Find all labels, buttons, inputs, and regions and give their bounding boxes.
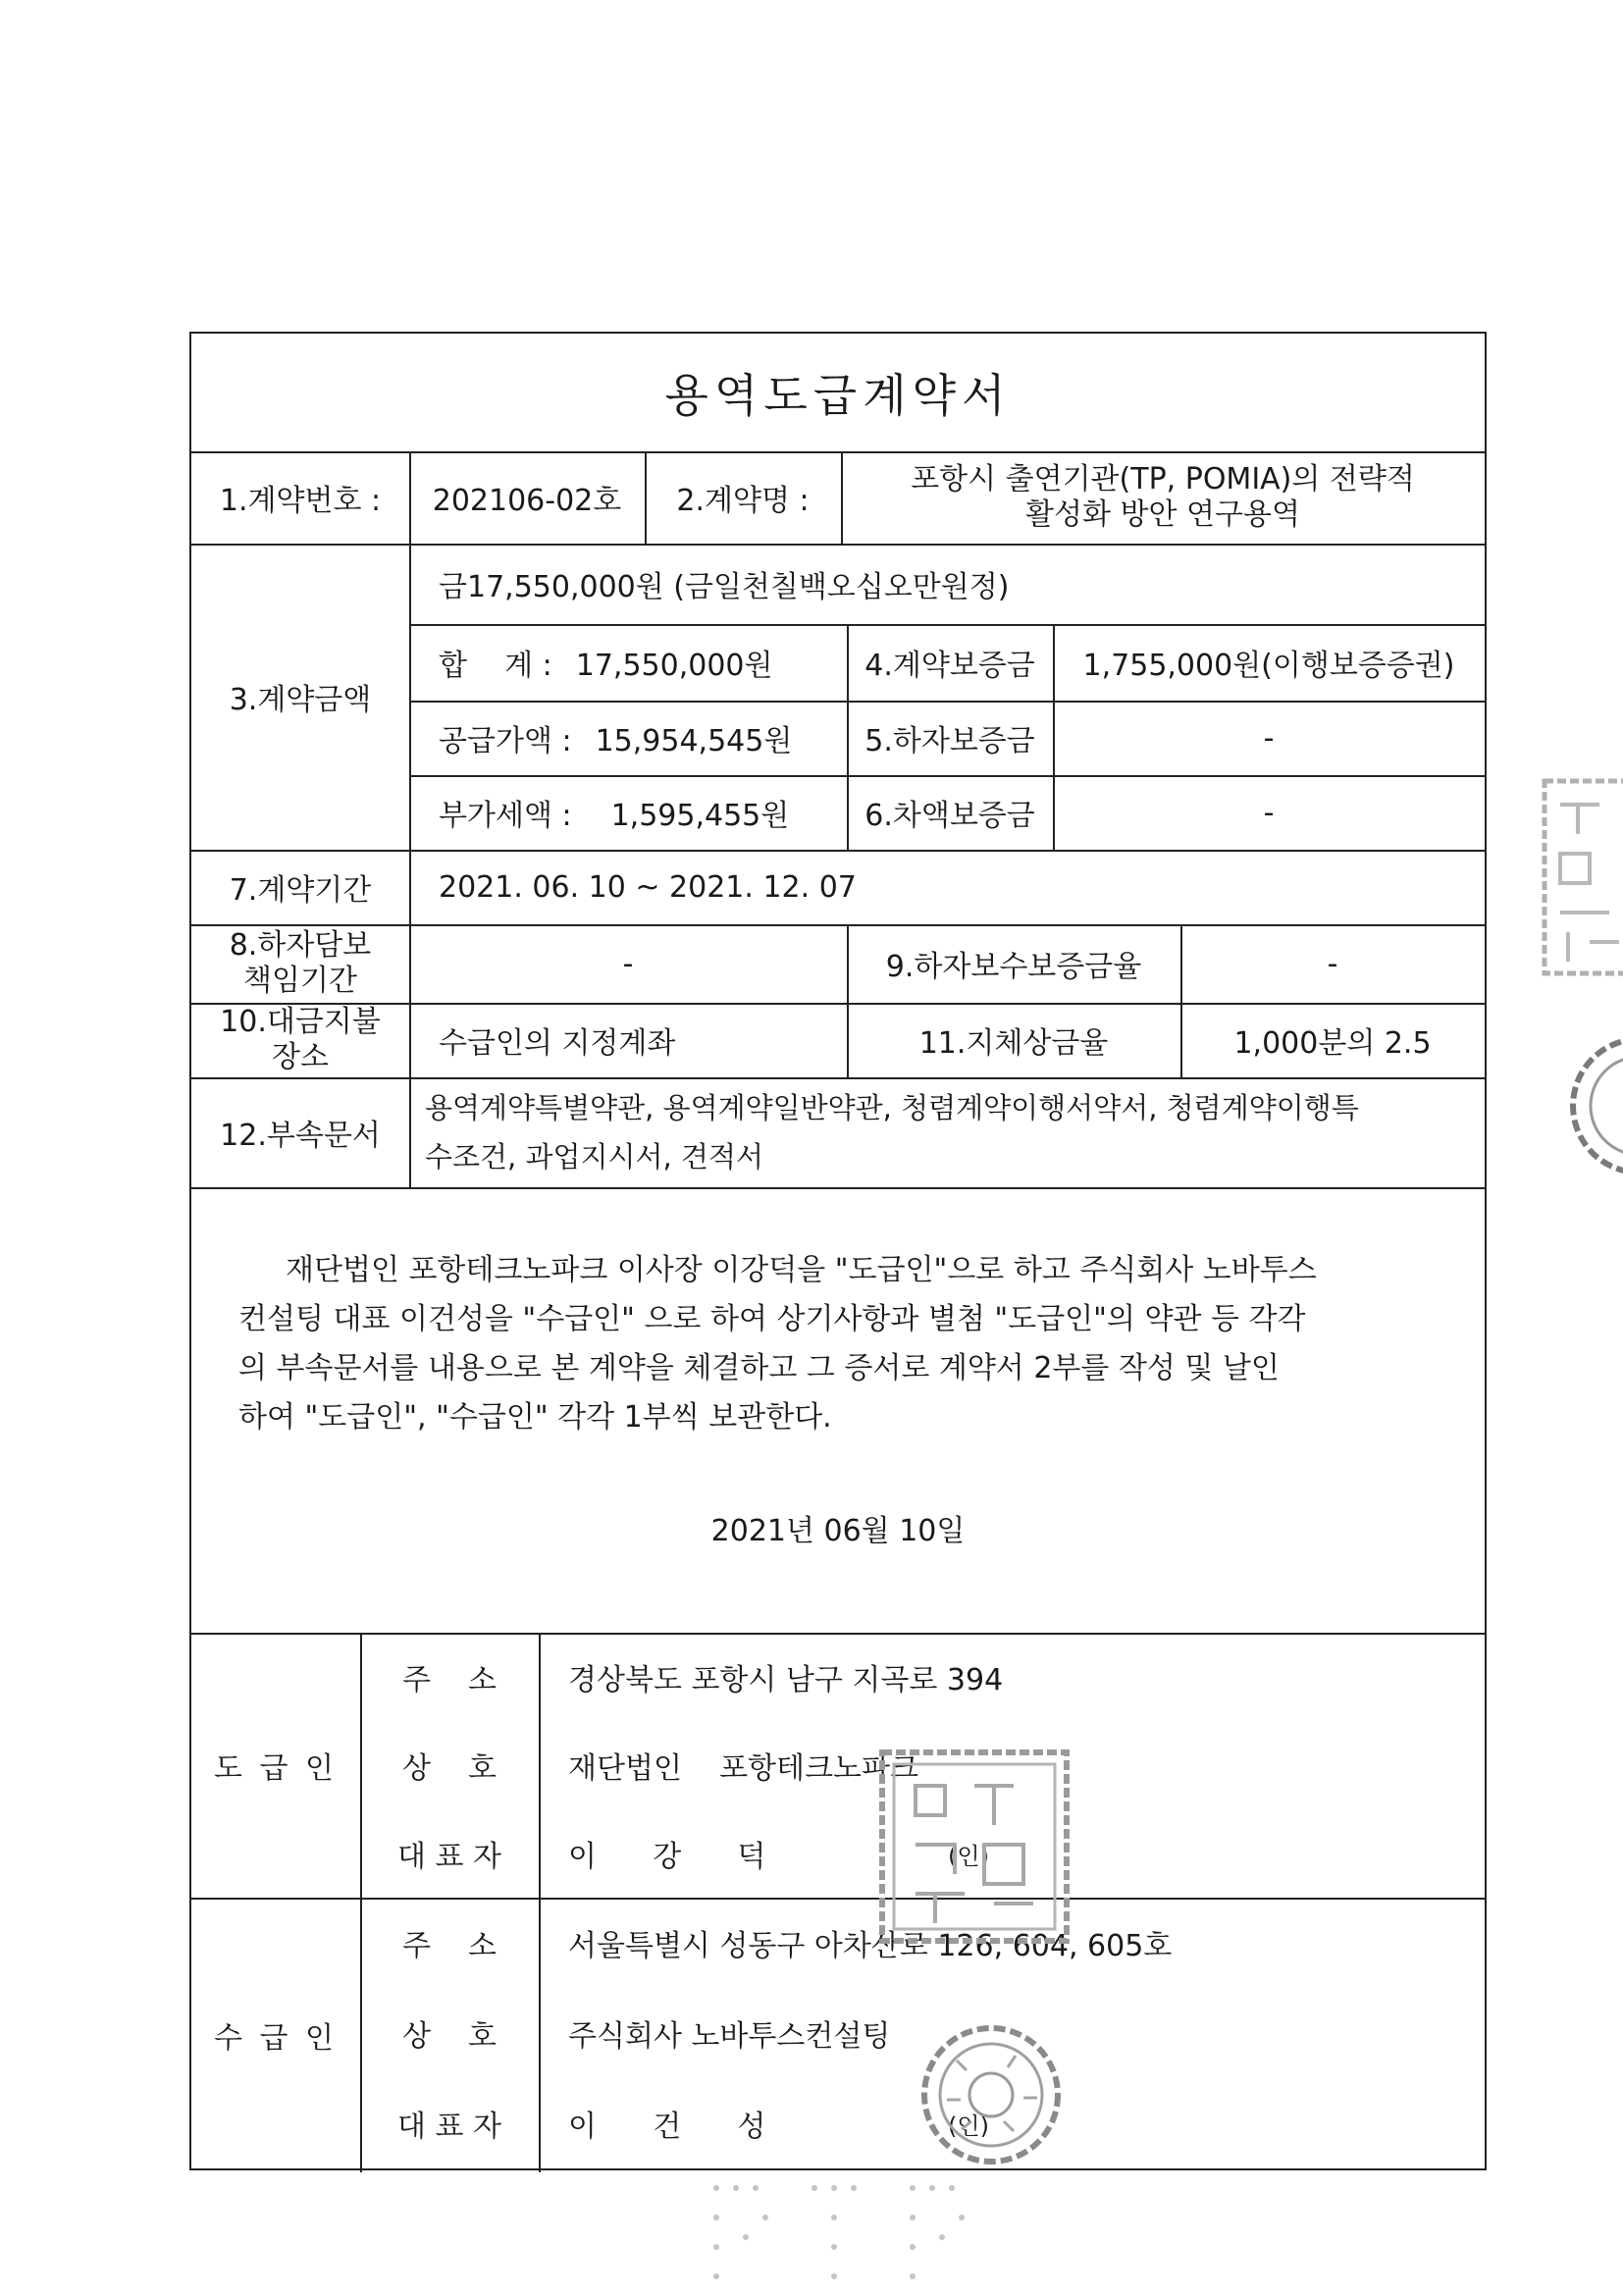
body-line-3: 의 부속문서를 내용으로 본 계약을 체결하고 그 증서로 계약서 2부를 작성 및 날인 <box>238 1351 1280 1385</box>
delay-rate-value: 1,000분의 2.5 <box>1233 1026 1432 1061</box>
contractor-round-seal <box>917 2021 1065 2168</box>
defect-deposit-value: - <box>1263 720 1275 756</box>
payment-place-label <box>191 1003 409 1077</box>
contract-document <box>189 332 1487 2170</box>
body-line-2: 컨설팅 대표 이건성을 "수급인" 으로 하여 상기사항과 별첨 "도급인"의 약관 등 각각 <box>238 1302 1306 1336</box>
client-company: 재단법인 포항테크노파크 <box>568 1751 918 1786</box>
total-amount <box>409 624 847 701</box>
contractor-seal-mark: (인) <box>948 2112 989 2140</box>
client-address-label: 주 소 <box>401 1663 497 1697</box>
contract-name-line2: 활성화 방안 연구용역 <box>1025 497 1300 532</box>
contract-name-label: 2.계약명 : <box>676 484 810 518</box>
warranty-label <box>191 924 409 1003</box>
body-line-4: 하여 "도급인", "수급인" 각각 1부씩 보관한다. <box>238 1400 832 1435</box>
client-label: 도 급 인 <box>213 1751 338 1786</box>
client-rep-label: 대 표 자 <box>396 1840 501 1874</box>
warranty-label-line2: 책임기간 <box>243 964 357 998</box>
deposit-label: 4.계약보증금 <box>864 649 1035 683</box>
diff-deposit-label: 6.차액보증금 <box>864 799 1035 833</box>
attachments-line1: 용역계약특별약관, 용역계약일반약관, 청렴계약이행서약서, 청렴계약이행특 <box>425 1091 1359 1124</box>
body-line-1: 재단법인 포항테크노파크 이사장 이강덕을 "도급인"으로 하고 주식회사 노바투스 <box>286 1253 1317 1287</box>
period-value: 2021. 06. 10 ~ 2021. 12. 07 <box>439 869 857 905</box>
vat-value: 1,595,455원 <box>610 799 790 833</box>
repair-rate-value: - <box>1327 946 1338 981</box>
repair-rate-label: 9.하자보수보증금율 <box>885 950 1142 984</box>
margin-round-seal <box>1566 1032 1623 1179</box>
contract-name-line1: 포항시 출연기관(TP, POMIA)의 전략적 <box>911 462 1415 496</box>
client-seal-mark: (인) <box>948 1842 989 1870</box>
document-title: 용역도급계약서 <box>191 334 1485 453</box>
supply-value: 15,954,545원 <box>595 724 793 758</box>
contractor-rep-label: 대 표 자 <box>396 2110 501 2144</box>
vat-amount <box>409 775 847 850</box>
contract-no-label: 1.계약번호 : <box>219 484 382 518</box>
client-address: 경상북도 포항시 남구 지곡로 394 <box>568 1663 1004 1697</box>
delay-rate-label: 11.지체상금율 <box>918 1026 1109 1061</box>
warranty-label-line1: 8.하자담보 <box>229 928 372 963</box>
deposit-value: 1,755,000원(이행보증증권) <box>1082 649 1455 683</box>
client-rep: 이 강 덕 <box>568 1840 766 1874</box>
client-company-label: 상 호 <box>401 1751 497 1786</box>
amount-label: 3.계약금액 <box>229 683 372 717</box>
total-label: 합 계 : <box>439 649 552 683</box>
payment-place-label-line1: 10.대금지불 <box>220 1005 381 1039</box>
client-square-seal <box>876 1747 1073 1947</box>
diff-deposit-value: - <box>1263 795 1275 830</box>
supply-label: 공급가액 : <box>439 724 572 758</box>
attachments-line2: 수조건, 과업지시서, 견적서 <box>425 1140 764 1174</box>
defect-deposit-label: 5.하자보증금 <box>864 724 1035 758</box>
contract-name-value <box>841 451 1485 544</box>
contractor-company-label: 상 호 <box>401 2019 497 2054</box>
contractor-label: 수 급 인 <box>213 2021 338 2056</box>
contractor-company: 주식회사 노바투스컨설팅 <box>568 2019 891 2054</box>
contractor-address: 서울특별시 성동구 아차산로 126, 604, 605호 <box>568 1929 1173 1963</box>
attachments-value <box>409 1077 1485 1187</box>
margin-square-seal <box>1539 775 1623 981</box>
contract-no-value: 202106-02호 <box>432 484 622 518</box>
contract-date: 2021년 06월 10일 <box>710 1514 966 1548</box>
warranty-value: - <box>622 946 634 981</box>
vat-label: 부가세액 : <box>439 799 572 833</box>
dotted-watermark <box>707 2178 1001 2296</box>
payment-place-value: 수급인의 지정계좌 <box>439 1026 676 1061</box>
attachments-label: 12.부속문서 <box>220 1119 381 1153</box>
supply-amount <box>409 701 847 775</box>
payment-place-label-line2: 장소 <box>272 1040 329 1074</box>
amount-summary: 금17,550,000원 (금일천칠백오십오만원정) <box>439 570 1010 604</box>
period-label: 7.계약기간 <box>229 873 372 908</box>
contract-body <box>238 1246 1438 1442</box>
contractor-address-label: 주 소 <box>401 1929 497 1963</box>
total-value: 17,550,000원 <box>575 649 773 683</box>
contractor-rep: 이 건 성 <box>568 2110 766 2144</box>
